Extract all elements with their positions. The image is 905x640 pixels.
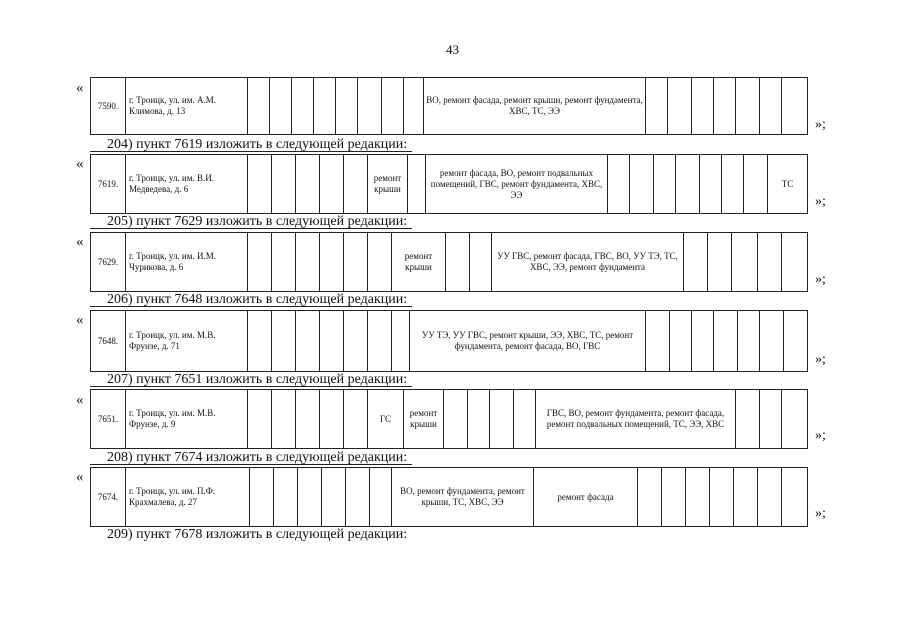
row-number: 7651. (97, 413, 119, 424)
quote-close: »; (815, 352, 826, 367)
empty-cell (661, 468, 685, 526)
row-address: г. Троицк, ул. им. В.И. Медведева, д. 6 (125, 155, 247, 213)
empty-cell (489, 390, 513, 448)
empty-cell (513, 390, 535, 448)
table-row-7619 (90, 154, 808, 214)
empty-cell (367, 311, 391, 371)
empty-cell (357, 78, 381, 134)
quote-open: « (76, 469, 84, 485)
empty-cell (367, 233, 391, 291)
empty-cell (369, 468, 391, 526)
empty-cell (733, 468, 757, 526)
row-number: 7590. (97, 100, 119, 111)
quote-open: « (76, 312, 84, 328)
empty-cell (669, 311, 691, 371)
empty-cell (271, 155, 295, 213)
section-heading: 204) пункт 7619 изложить в следующей редакции: (107, 137, 408, 152)
works-list: ВО, ремонт фундамента, ремонт крыши, ТС, ХВС, ЭЭ (391, 468, 533, 526)
empty-cell (707, 233, 731, 291)
table-row-7590 (90, 77, 808, 135)
quote-close: »; (815, 428, 826, 443)
quote-close: »; (815, 117, 826, 132)
empty-cell (781, 78, 807, 134)
empty-cell (759, 78, 781, 134)
empty-cell (783, 311, 807, 371)
section-heading: 206) пункт 7648 изложить в следующей редакции: (107, 292, 408, 307)
empty-cell (709, 468, 733, 526)
empty-cell (297, 468, 321, 526)
section-heading: 209) пункт 7678 изложить в следующей редакции: (107, 527, 408, 542)
row-address: г. Троицк, ул. им. М.В. Фрунзе, д. 9 (125, 390, 247, 448)
empty-cell (757, 233, 781, 291)
roof-repair-cell: ремонт крыши (403, 390, 443, 448)
quote-open: « (76, 156, 84, 172)
section-heading: 207) пункт 7651 изложить в следующей редакции: (107, 372, 408, 387)
empty-cell (247, 78, 269, 134)
empty-cell (781, 390, 807, 448)
works-list: ГВС, ВО, ремонт фундамента, ремонт фасада, ремонт подвальных помещений, ТС, ЭЭ, ХВС (535, 390, 735, 448)
empty-cell (247, 233, 271, 291)
works-list: УУ ТЭ, УУ ГВС, ремонт крыши, ЭЭ, ХВС, ТС, ремонт фундамента, ремонт фасада, ВО, ГВС (409, 311, 645, 371)
empty-cell (319, 390, 343, 448)
empty-cell (343, 155, 367, 213)
empty-cell (757, 468, 781, 526)
empty-cell (467, 390, 489, 448)
quote-close: »; (815, 272, 826, 287)
page-number: 43 (446, 42, 459, 57)
facade-repair-cell: ремонт фасада (533, 468, 637, 526)
quote-close: »; (815, 506, 826, 521)
empty-cell (713, 78, 735, 134)
empty-cell (319, 155, 343, 213)
gs-cell: ГС (367, 390, 403, 448)
empty-cell (271, 311, 295, 371)
empty-cell (407, 155, 425, 213)
empty-cell (637, 468, 661, 526)
empty-cell (295, 311, 319, 371)
empty-cell (691, 311, 713, 371)
table-row-7629 (90, 232, 808, 292)
empty-cell (403, 78, 423, 134)
empty-cell (247, 311, 271, 371)
empty-cell (713, 311, 737, 371)
empty-cell (735, 390, 759, 448)
empty-cell (391, 311, 409, 371)
row-number: 7674. (97, 491, 119, 502)
empty-cell (759, 311, 783, 371)
empty-cell (683, 233, 707, 291)
empty-cell (443, 390, 467, 448)
empty-cell (667, 78, 691, 134)
section-heading: 205) пункт 7629 изложить в следующей редакции: (107, 214, 408, 229)
row-address: г. Троицк, ул. им. М.В. Фрунзе, д. 71 (125, 311, 247, 371)
empty-cell (629, 155, 653, 213)
empty-cell (759, 390, 781, 448)
empty-cell (685, 468, 709, 526)
empty-cell (343, 233, 367, 291)
empty-cell (735, 78, 759, 134)
empty-cell (653, 155, 675, 213)
empty-cell (271, 390, 295, 448)
row-address: г. Троицк, ул. им. А.М. Климова, д. 13 (125, 78, 247, 134)
roof-repair-cell: ремонт крыши (391, 233, 445, 291)
section-heading: 208) пункт 7674 изложить в следующей редакции: (107, 450, 408, 465)
row-number: 7619. (97, 178, 119, 189)
empty-cell (721, 155, 743, 213)
row-number: 7648. (97, 335, 119, 346)
empty-cell (249, 468, 273, 526)
empty-cell (271, 233, 295, 291)
works-list: ремонт фасада, ВО, ремонт подвальных помещений, ГВС, ремонт фундамента, ХВС, ЭЭ (425, 155, 607, 213)
empty-cell (313, 78, 335, 134)
roof-repair-cell: ремонт крыши (367, 155, 407, 213)
empty-cell (319, 233, 343, 291)
empty-cell (699, 155, 721, 213)
empty-cell (345, 468, 369, 526)
empty-cell (321, 468, 345, 526)
empty-cell (273, 468, 297, 526)
empty-cell (343, 390, 367, 448)
empty-cell (343, 311, 367, 371)
empty-cell (743, 155, 767, 213)
row-address: г. Троицк, ул. им. И.М. Чурикова, д. 6 (125, 233, 247, 291)
table-row-7651 (90, 389, 808, 449)
empty-cell (645, 311, 669, 371)
empty-cell (381, 78, 403, 134)
table-row-7674 (90, 467, 808, 527)
table-row-7648 (90, 310, 808, 372)
ts-cell: ТС (767, 155, 807, 213)
quote-close: »; (815, 194, 826, 209)
empty-cell (335, 78, 357, 134)
empty-cell (295, 155, 319, 213)
quote-open: « (76, 234, 84, 250)
empty-cell (607, 155, 629, 213)
empty-cell (691, 78, 713, 134)
empty-cell (781, 233, 807, 291)
empty-cell (445, 233, 469, 291)
empty-cell (675, 155, 699, 213)
empty-cell (269, 78, 291, 134)
row-number: 7629. (97, 256, 119, 267)
empty-cell (295, 390, 319, 448)
empty-cell (731, 233, 757, 291)
empty-cell (469, 233, 491, 291)
quote-open: « (76, 80, 84, 96)
empty-cell (781, 468, 807, 526)
empty-cell (247, 390, 271, 448)
empty-cell (295, 233, 319, 291)
works-list: УУ ГВС, ремонт фасада, ГВС, ВО, УУ ТЭ, ТС, ХВС, ЭЭ, ремонт фундамента (491, 233, 683, 291)
empty-cell (291, 78, 313, 134)
row-address: г. Троицк, ул. им. П.Ф. Крахмалева, д. 27 (125, 468, 249, 526)
empty-cell (247, 155, 271, 213)
empty-cell (319, 311, 343, 371)
quote-open: « (76, 392, 84, 408)
empty-cell (645, 78, 667, 134)
empty-cell (737, 311, 759, 371)
works-list: ВО, ремонт фасада, ремонт крыши, ремонт фундамента, ХВС, ТС, ЭЭ (423, 78, 645, 134)
